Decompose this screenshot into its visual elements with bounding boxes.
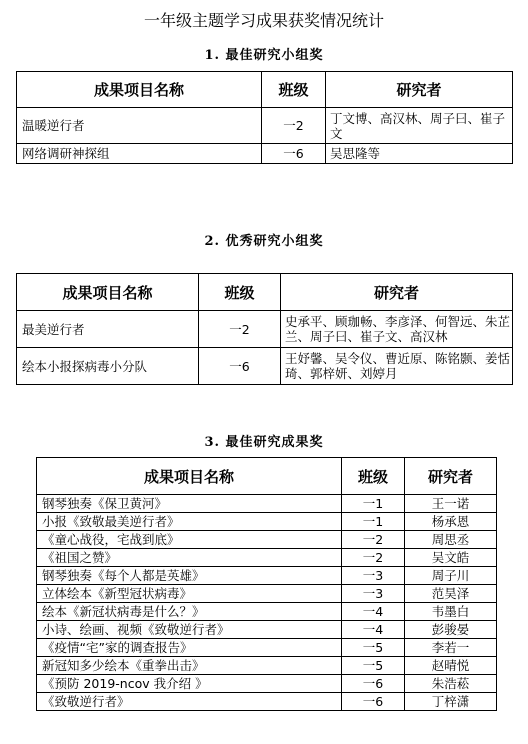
table-header-row [37, 458, 497, 495]
project-name: 《致敬逆行者》 [37, 693, 342, 711]
project-name: 小报《致敬最美逆行者》 [37, 513, 342, 531]
best-group-table [16, 71, 513, 164]
class-cell: 一4 [342, 621, 405, 639]
researchers-cell: 史承平、顾珈畅、李彦泽、何智远、朱芷兰、周子曰、崔子文、高汉林 [281, 311, 513, 348]
header-class: 班级 [262, 72, 326, 108]
researchers-cell: 杨承恩 [405, 513, 497, 531]
table-header-row [17, 274, 513, 311]
table-row [37, 657, 497, 675]
researchers-cell: 赵晴悦 [405, 657, 497, 675]
class-cell: 一5 [342, 657, 405, 675]
table-row [37, 621, 497, 639]
project-name: 绘本小报探病毒小分队 [17, 348, 199, 385]
class-cell: 一4 [342, 603, 405, 621]
researchers-cell: 丁文博、高汉林、周子曰、崔子文 [326, 108, 513, 144]
project-name: 温暖逆行者 [17, 108, 262, 144]
table-row [37, 585, 497, 603]
table-header-row [17, 72, 513, 108]
header-project: 成果项目名称 [17, 274, 199, 311]
table-row [37, 513, 497, 531]
researchers-cell: 朱浩菘 [405, 675, 497, 693]
class-cell: 一6 [342, 693, 405, 711]
project-name: 网络调研神探组 [17, 144, 262, 164]
project-name: 小诗、绘画、视频《致敬逆行者》 [37, 621, 342, 639]
researchers-cell: 周思丞 [405, 531, 497, 549]
researchers-cell: 彭骏晏 [405, 621, 497, 639]
class-cell: 一1 [342, 513, 405, 531]
table-row [17, 311, 513, 348]
project-name: 新冠知多少绘本《重拳出击》 [37, 657, 342, 675]
project-name: 《疫情“宅”家的调查报告》 [37, 639, 342, 657]
page-title: 一年级主题学习成果获奖情况统计 [143, 11, 384, 30]
class-cell: 一2 [199, 311, 281, 348]
project-name: 《预防 2019-ncov 我介绍 》 [37, 675, 342, 693]
class-cell: 一3 [342, 585, 405, 603]
class-cell: 一6 [262, 144, 326, 164]
table-row [17, 108, 513, 144]
header-project: 成果项目名称 [37, 458, 342, 495]
researchers-cell: 王妤馨、吴令仪、曹近原、陈铭颢、姜恬琦、郭梓妍、刘婷月 [281, 348, 513, 385]
table-row [37, 531, 497, 549]
section-2-heading: 2. 优秀研究小组奖 [204, 234, 324, 249]
project-name: 《童心战役，宅战到底》 [37, 531, 342, 549]
class-cell: 一2 [342, 531, 405, 549]
section-3-heading: 3. 最佳研究成果奖 [204, 435, 324, 450]
researchers-cell: 吴文皓 [405, 549, 497, 567]
table-row [37, 603, 497, 621]
class-cell: 一6 [342, 675, 405, 693]
class-cell: 一6 [199, 348, 281, 385]
researchers-cell: 丁梓潇 [405, 693, 497, 711]
table-row [17, 144, 513, 164]
header-researchers: 研究者 [281, 274, 513, 311]
class-cell: 一2 [262, 108, 326, 144]
excellent-group-table [16, 273, 513, 385]
header-class: 班级 [342, 458, 405, 495]
project-name: 最美逆行者 [17, 311, 199, 348]
class-cell: 一3 [342, 567, 405, 585]
table-row [37, 549, 497, 567]
table-row [37, 567, 497, 585]
researchers-cell: 周子川 [405, 567, 497, 585]
researchers-cell: 吴思隆等 [326, 144, 513, 164]
table-row [37, 693, 497, 711]
class-cell: 一1 [342, 495, 405, 513]
class-cell: 一5 [342, 639, 405, 657]
class-cell: 一2 [342, 549, 405, 567]
header-class: 班级 [199, 274, 281, 311]
table-row [37, 675, 497, 693]
table-row [37, 639, 497, 657]
researchers-cell: 范昊泽 [405, 585, 497, 603]
section-1-heading: 1. 最佳研究小组奖 [204, 48, 324, 63]
header-researchers: 研究者 [405, 458, 497, 495]
table-row [17, 348, 513, 385]
project-name: 《祖国之赞》 [37, 549, 342, 567]
table-row [37, 495, 497, 513]
project-name: 钢琴独奏《每个人都是英雄》 [37, 567, 342, 585]
project-name: 立体绘本《新型冠状病毒》 [37, 585, 342, 603]
project-name: 绘本《新冠状病毒是什么？》 [37, 603, 342, 621]
header-project: 成果项目名称 [17, 72, 262, 108]
researchers-cell: 李若一 [405, 639, 497, 657]
header-researchers: 研究者 [326, 72, 513, 108]
researchers-cell: 韦墨白 [405, 603, 497, 621]
researchers-cell: 王一诺 [405, 495, 497, 513]
project-name: 钢琴独奏《保卫黄河》 [37, 495, 342, 513]
best-result-table [36, 457, 497, 711]
